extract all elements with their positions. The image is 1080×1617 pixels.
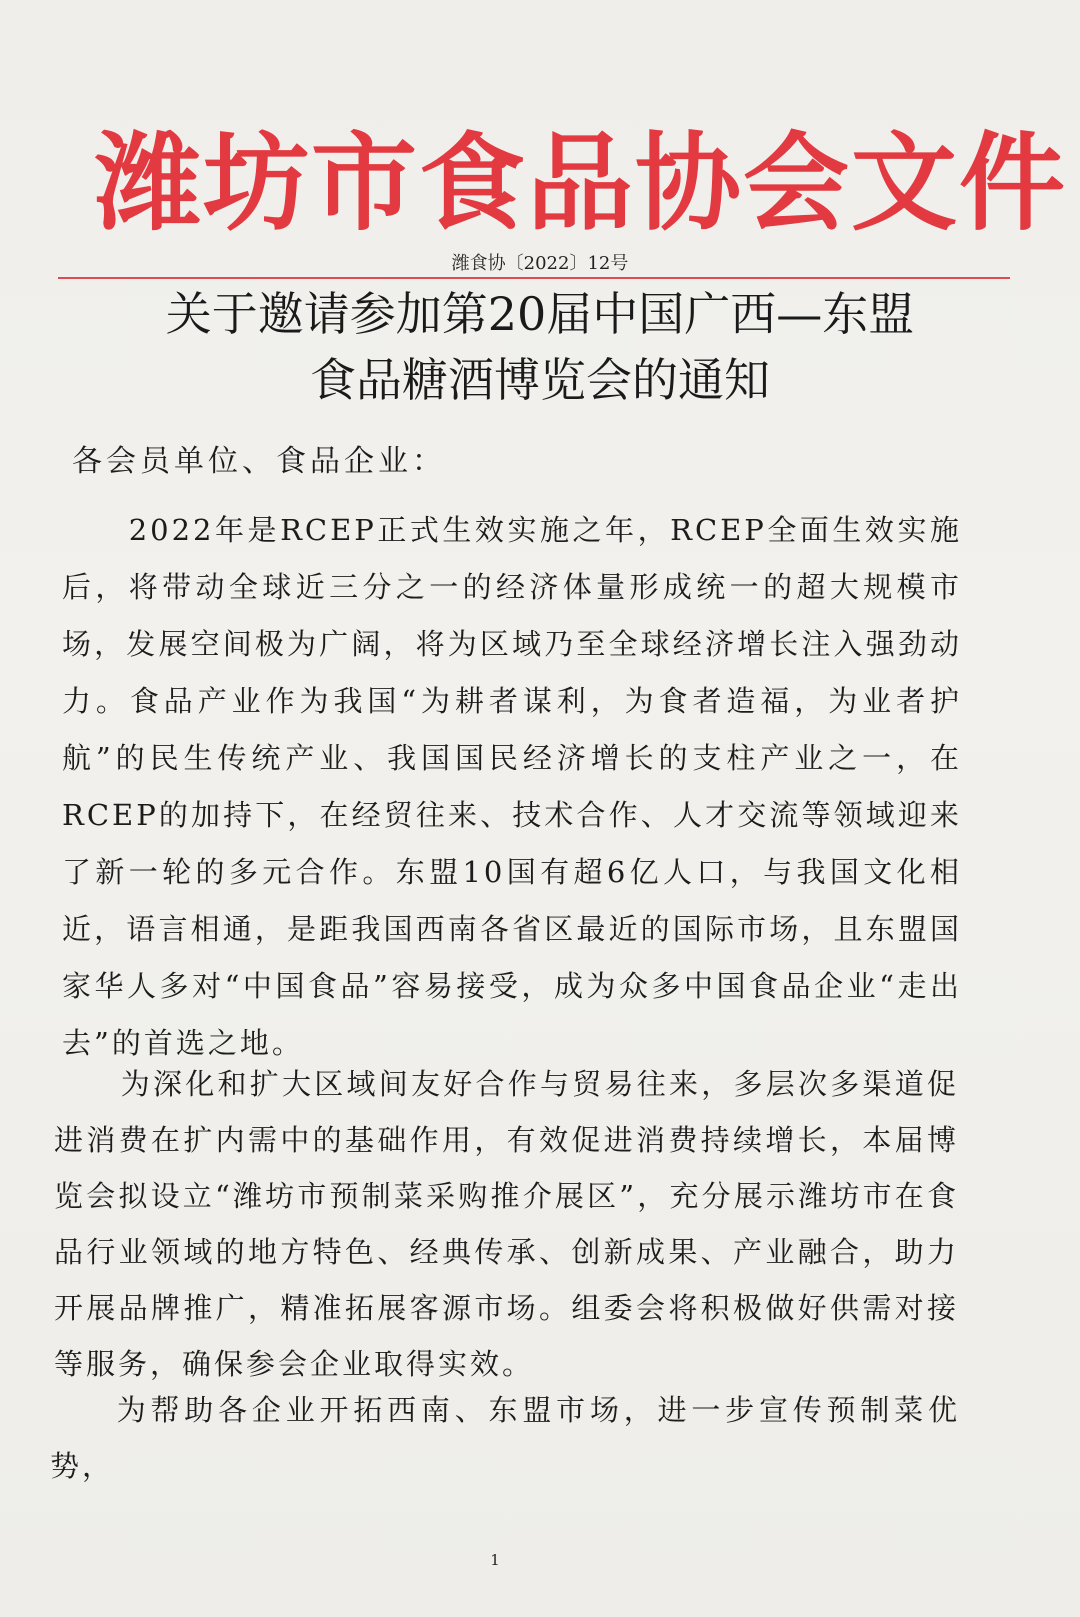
document-number: 潍食协〔2022〕12号 — [451, 253, 629, 274]
notice-title-line2: 食品糖酒博览会的通知 — [310, 353, 770, 407]
org-header-title: 潍坊市食品协会文件 — [95, 120, 1067, 245]
notice-title-line1: 关于邀请参加第20届中国广西—东盟 — [165, 287, 915, 341]
page-number: 1 — [490, 1551, 500, 1569]
body-paragraph-1: 2022年是RCEP正式生效实施之年，RCEP全面生效实施后，将带动全球近三分之一的经济体量形成统一的超大规模市场，发展空间极为广阔，将为区域乃至全球经济增长注入强劲动力。食品产业作为我国“为耕者谋利，为食者造福，为业者护航”的民生传统产业、我国国民经济增长的支柱产业之一，在RCEP的加持下，在经贸往来、技术合作、人才交流等领域迎来了新一轮的多元合作。东盟10国有超6亿人口，与我国文化相近，语言相通，是距我国西南各省区最近的国际市场，且东盟国家华人多对“中国食品”容易接受，成为众多中国食品企业“走出去”的首选之地。 — [62, 513, 962, 1060]
salutation: 各会员单位、食品企业： — [72, 444, 446, 479]
red-divider-line — [58, 277, 1010, 279]
body-paragraph-2: 为深化和扩大区域间友好合作与贸易往来，多层次多渠道促进消费在扩内需中的基础作用，有效促进消费持续增长，本届博览会拟设立“潍坊市预制菜采购推介展区”，充分展示潍坊市在食品行业领域的地方特色、经典传承、创新成果、产业融合，助力开展品牌推广，精准拓展客源市场。组委会将积极做好供需对接等服务，确保参会企业取得实效。 — [54, 1067, 959, 1381]
body-paragraph-3: 为帮助各企业开拓西南、东盟市场，进一步宣传预制菜优势， — [50, 1393, 960, 1483]
